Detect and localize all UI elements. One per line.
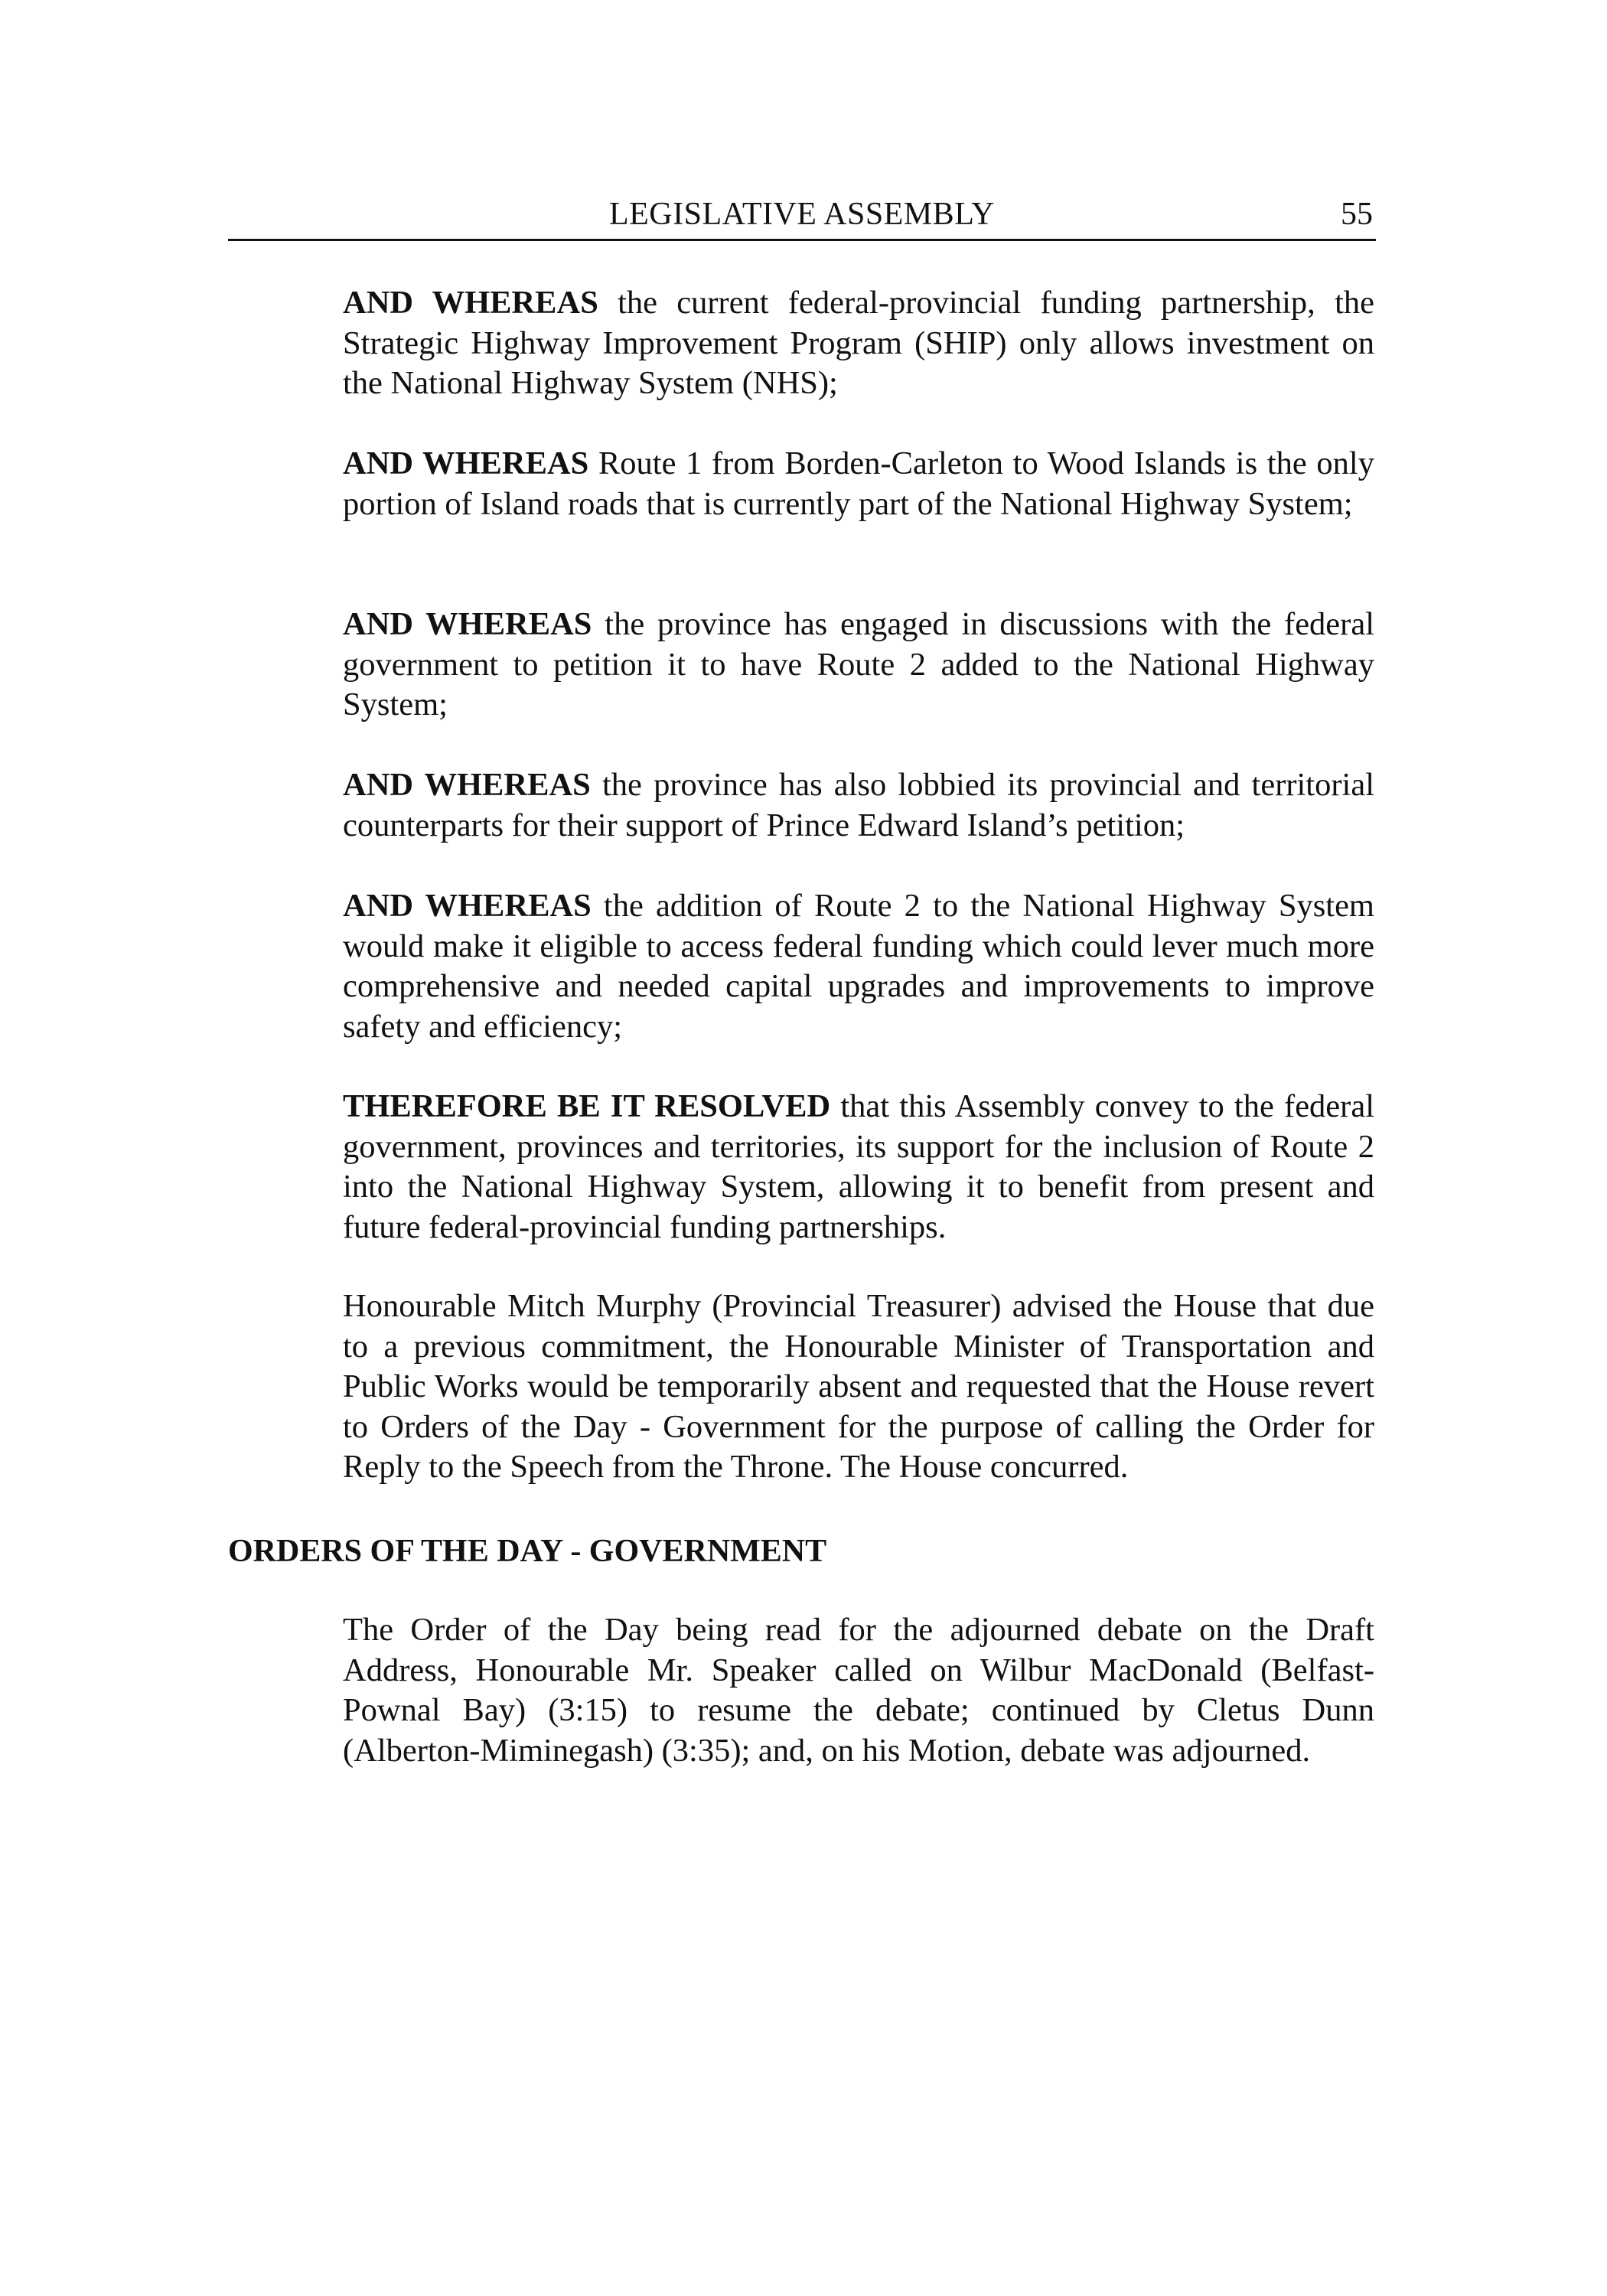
whereas-paragraph-shipping-program: [343, 283, 1374, 404]
paragraph-text: that this Assembly convey to the federal government, provinces and territories, its support for the inclusion of Route 2 into the National Highway System, allowing it to benefit from present and future federal-provincial funding partnerships.: [343, 1088, 1374, 1245]
paragraph-lead: AND WHEREAS: [343, 767, 591, 803]
resolution-paragraph: [343, 1087, 1374, 1247]
paragraph-text: The Order of the Day being read for the adjourned debate on the Draft Address, Honourable Mr. Speaker called on Wilbur MacDonald (Belfast-Pownal Bay) (3:15) to resume the debate; continued by Cletus Dunn (Alberton-Miminegash) (3:35); and, on his Motion, debate was adjourned.: [343, 1612, 1374, 1769]
paragraph-text: Honourable Mitch Murphy (Provincial Treasurer) advised the House that due to a previous commitment, the Honourable Minister of Transportation and Public Works would be temporarily absent and requested that the House revert to Orders of the Day - Government for the purpose of calling the Order for Reply to the Speech from the Throne. The House concurred.: [343, 1288, 1374, 1485]
paragraph-lead: AND WHEREAS: [343, 606, 592, 642]
whereas-paragraph-lobbying: [343, 765, 1374, 846]
page-number: 55: [1341, 197, 1373, 232]
header-title: LEGISLATIVE ASSEMBLY: [609, 197, 995, 232]
paragraph-lead: AND WHEREAS: [343, 888, 592, 924]
paragraph-lead: AND WHEREAS: [343, 285, 598, 321]
paragraph-text: the current federal-provincial funding partnership, the Strategic Highway Improvement Program (SHIP) only allows investment on the National Highway System (NHS);: [343, 285, 1374, 401]
paragraph-text: the province has engaged in discussions with the federal government to petition it to have Route 2 added to the National Highway System;: [343, 606, 1374, 722]
whereas-paragraph-funding: [343, 886, 1374, 1047]
paragraph-lead: THEREFORE BE IT RESOLVED: [343, 1088, 831, 1124]
page-header: [228, 194, 1376, 241]
paragraph-lead: AND WHEREAS: [343, 445, 589, 481]
whereas-paragraph-route-1: [343, 444, 1374, 524]
paragraph-text: the province has also lobbied its provincial and territorial counterparts for their support of Prince Edward Island’s petition;: [343, 767, 1374, 843]
treasurer-advice-paragraph: [343, 1287, 1374, 1488]
whereas-paragraph-petition: [343, 605, 1374, 726]
paragraph-text: the addition of Route 2 to the National Highway System would make it eligible to access federal funding which could lever much more comprehensive and needed capital upgrades and improvements to improve safety and efficiency;: [343, 888, 1374, 1045]
orders-of-the-day-paragraph: [343, 1610, 1374, 1771]
section-heading: ORDERS OF THE DAY - GOVERNMENT: [228, 1534, 827, 1569]
paragraph-text: Route 1 from Borden-Carleton to Wood Islands is the only portion of Island roads that is currently part of the National Highway System;: [343, 445, 1374, 522]
